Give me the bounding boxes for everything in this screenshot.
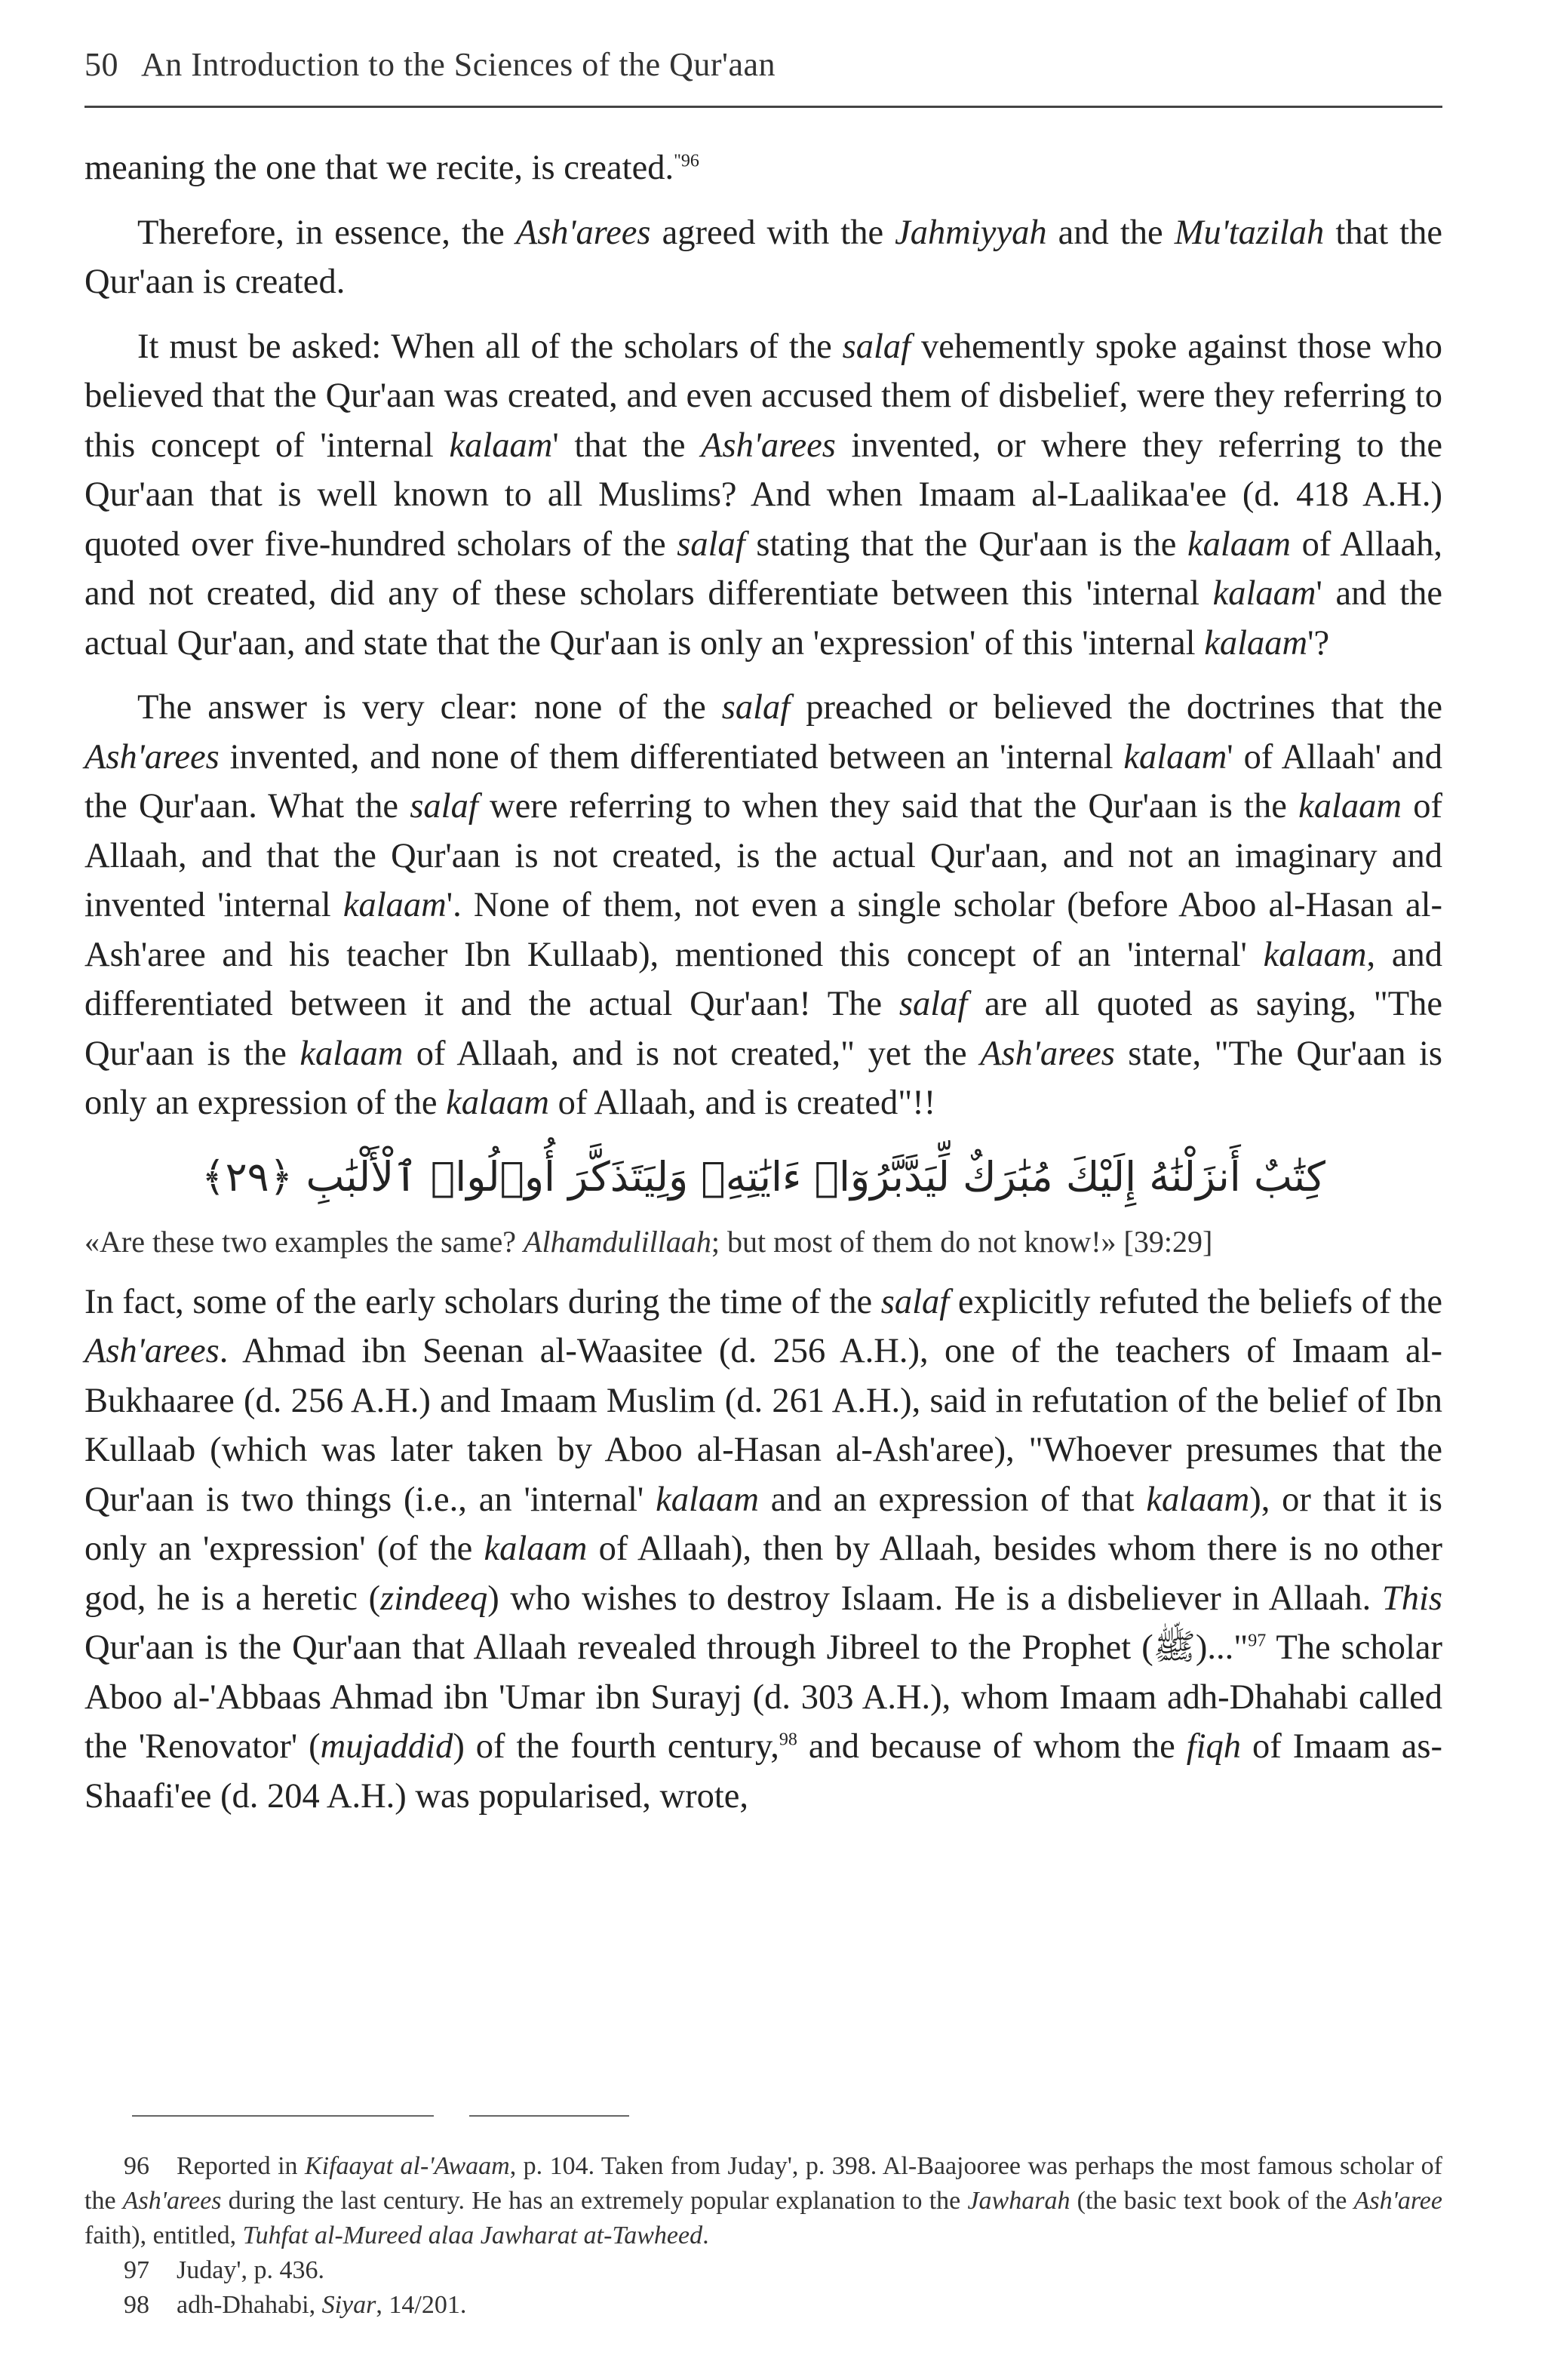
footnote-number: 98 <box>124 2291 149 2319</box>
term: Ash'arees <box>122 2187 222 2215</box>
footnote-97 <box>84 2253 1442 2288</box>
text: invented, or where they referring to the Qur'aan that is well known to all Muslims? And when Imaam al-Laalikaa'ee (d. 418 A.H.) quoted over five-hundred scholars of the <box>84 426 1442 564</box>
text: that the Qur'aan is created. <box>84 213 1442 301</box>
main-text <box>84 143 1442 1836</box>
term: kalaam <box>1298 787 1402 826</box>
text: The answer is very clear: none of the <box>137 688 722 727</box>
term: zindeeq <box>380 1579 488 1618</box>
text: Qur'aan is the Qur'aan that Allaah revealed through Jibreel to the Prophet (ﷺ)..." <box>84 1628 1249 1667</box>
term: fiqh <box>1186 1727 1242 1766</box>
text: ' and the actual Qur'aan, and state that the Qur'aan is only an 'expression' of this 'internal <box>84 574 1442 663</box>
footnote-rule <box>132 2115 434 2117</box>
text: , p. 104. Taken from Juday', p. 398. Al-Baajooree was perhaps the most famous scholar of the <box>84 2152 1442 2215</box>
text: adh-Dhahabi, <box>177 2291 322 2319</box>
text: of Imaam as-Shaafi'ee (d. 204 A.H.) was popularised, wrote, <box>84 1727 1442 1816</box>
term: kalaam <box>1212 574 1316 613</box>
paragraph-5 <box>84 1278 1442 1822</box>
text: ) who wishes to destroy Islaam. He is a disbeliever in Allaah. <box>487 1579 1382 1618</box>
text: were referring to when they said that the Qur'aan is the <box>478 787 1299 826</box>
term: Ash'arees <box>980 1034 1115 1073</box>
text: . Ahmad ibn Seenan al-Waasitee (d. 256 A.H.), one of the teachers of Imaam al-Bukhaaree (d. 256 A.H.) and Imaam Muslim (d. 261 A.H.), said in refutation of the belief of Ibn Kullaab (which was later taken by Aboo al-Hasan al-Ash'aree), "Whoever presumes that the Qur'aan is two things (i.e., an 'internal' <box>84 1332 1442 1519</box>
term: Alhamdulillaah <box>524 1224 711 1259</box>
term: salaf <box>721 688 791 727</box>
text: during the last century. He has an extremely popular explanation to the <box>221 2187 968 2215</box>
paragraph-4 <box>84 683 1442 1128</box>
footnote-ref-96[interactable]: "96 <box>674 151 699 171</box>
text: and because of whom the <box>797 1727 1187 1766</box>
term: salaf <box>842 327 911 366</box>
footnote-96 <box>84 2149 1442 2253</box>
term: kalaam <box>1187 524 1291 564</box>
text: ' of Allaah' and the Qur'aan. What the <box>84 737 1442 826</box>
text: The scholar Aboo al-'Abbaas Ahmad ibn 'Umar ibn Surayj (d. 303 A.H.), whom Imaam adh-Dhahabi called the 'Renovator' ( <box>84 1628 1442 1766</box>
text: '. None of them, not even a single scholar (before Aboo al-Hasan al-Ash'aree and his teacher Ibn Kullaab), mentioned this concept of an 'internal' <box>84 886 1442 974</box>
text: of Allaah), then by Allaah, besides whom there is no other god, he is a heretic ( <box>84 1530 1443 1618</box>
term: Ash'arees <box>84 1332 220 1370</box>
term: Jawharah <box>967 2187 1070 2215</box>
text: and the <box>1046 213 1175 252</box>
term: salaf <box>677 524 745 564</box>
text: explicitly refuted the beliefs of the <box>949 1282 1442 1321</box>
text: of Allaah, and that the Qur'aan is not created, is the actual Qur'aan, and not an imaginary and invented 'internal <box>84 787 1442 924</box>
paragraph-3 <box>84 322 1442 669</box>
text: stating that the Qur'aan is the <box>745 524 1188 564</box>
text: ; but most of them do not know!» [39:29] <box>711 1224 1213 1259</box>
paragraph-2 <box>84 208 1442 307</box>
term: Kifaayat al-'Awaam <box>304 2152 510 2180</box>
footnote-rule-segment <box>469 2115 629 2117</box>
term: kalaam <box>1123 737 1227 776</box>
paragraph-1 <box>84 143 1442 193</box>
text: and an expression of that <box>758 1480 1147 1519</box>
term: salaf <box>410 787 478 826</box>
term: mujaddid <box>320 1727 453 1766</box>
text: «Are these two examples the same? <box>84 1224 524 1259</box>
term: Tuhfat al-Mureed alaa Jawharat at-Tawheed <box>242 2222 703 2249</box>
footnote-number: 96 <box>124 2152 149 2180</box>
text: ), or that it is only an 'expression' (of the <box>84 1480 1442 1568</box>
text: meaning the one that we recite, is created. <box>84 149 674 187</box>
text: invented, and none of them differentiated between an 'internal <box>219 737 1124 776</box>
text: , 14/201. <box>376 2291 467 2319</box>
running-head <box>84 45 1442 84</box>
footnote-ref-97[interactable]: 97 <box>1248 1631 1267 1651</box>
text: state, "The Qur'aan is only an expression of the <box>84 1034 1442 1122</box>
term: kalaam <box>1146 1480 1250 1519</box>
text: of Allaah, and is not created," yet the <box>403 1034 981 1073</box>
text: agreed with the <box>650 213 895 252</box>
text: of Allaah, and is created"!! <box>549 1084 936 1122</box>
term: kalaam <box>446 1084 549 1122</box>
text: It must be asked: When all of the scholars of the <box>137 327 843 366</box>
term: kalaam <box>1263 935 1367 974</box>
term: Ash'arees <box>515 213 651 252</box>
footnote-ref-98[interactable]: 98 <box>779 1730 797 1750</box>
term: kalaam <box>656 1480 759 1519</box>
verse-translation <box>84 1222 1442 1262</box>
term: kalaam <box>342 886 447 924</box>
term: Ash'aree <box>1353 2187 1442 2215</box>
header-rule <box>84 106 1442 108</box>
term: kalaam <box>449 426 553 465</box>
term: Siyar <box>321 2291 376 2319</box>
text: '? <box>1307 623 1330 663</box>
text: ' that the <box>552 426 702 465</box>
text: In fact, some of the early scholars during the time of the <box>84 1282 881 1321</box>
text: ) of the fourth century, <box>453 1727 779 1766</box>
text: Therefore, in essence, the <box>137 213 516 252</box>
text: of Allaah, and not created, did any of these scholars differentiate between this 'internal <box>84 524 1442 613</box>
footnotes <box>84 2149 1442 2323</box>
term: kalaam <box>484 1530 588 1568</box>
text: (the basic text book of the <box>1070 2187 1354 2215</box>
term: salaf <box>880 1282 950 1321</box>
text: , and differentiated between it and the actual Qur'aan! The <box>84 935 1442 1023</box>
page-number: 50 <box>84 46 118 83</box>
arabic-verse: كِتَٰبٌ أَنزَلْنَٰهُ إِلَيْكَ مُبَٰرَكٌ لِّيَدَّبَّرُوٓا۟ ءَايَٰتِهِۦ وَلِيَتَذَكَّرَ أُو۟لُوا۟ ٱلْأَلْبَٰبِ ﴿٢٩﴾ <box>201 1152 1326 1201</box>
text: . <box>702 2222 709 2249</box>
footnote-98 <box>84 2288 1442 2323</box>
term: kalaam <box>299 1034 404 1073</box>
term: Mu'tazilah <box>1174 213 1325 252</box>
term: Jahmiyyah <box>895 213 1047 252</box>
term: This <box>1381 1579 1442 1618</box>
text: preached or believed the doctrines that the <box>790 688 1442 727</box>
footnote-number: 97 <box>124 2256 149 2284</box>
text: are all quoted as saying, "The Qur'aan is the <box>84 985 1443 1073</box>
term: Ash'arees <box>84 737 220 776</box>
text: Juday', p. 436. <box>177 2256 324 2284</box>
book-title: An Introduction to the Sciences of the Qur'aan <box>141 46 776 83</box>
text: Reported in <box>177 2152 305 2180</box>
text: vehemently spoke against those who believed that the Qur'aan was created, and even accused them of disbelief, were they referring to this concept of 'internal <box>84 327 1442 465</box>
text: faith), entitled, <box>84 2222 243 2249</box>
term: salaf <box>898 985 968 1023</box>
term: Ash'arees <box>701 426 836 465</box>
term: kalaam <box>1204 623 1308 663</box>
